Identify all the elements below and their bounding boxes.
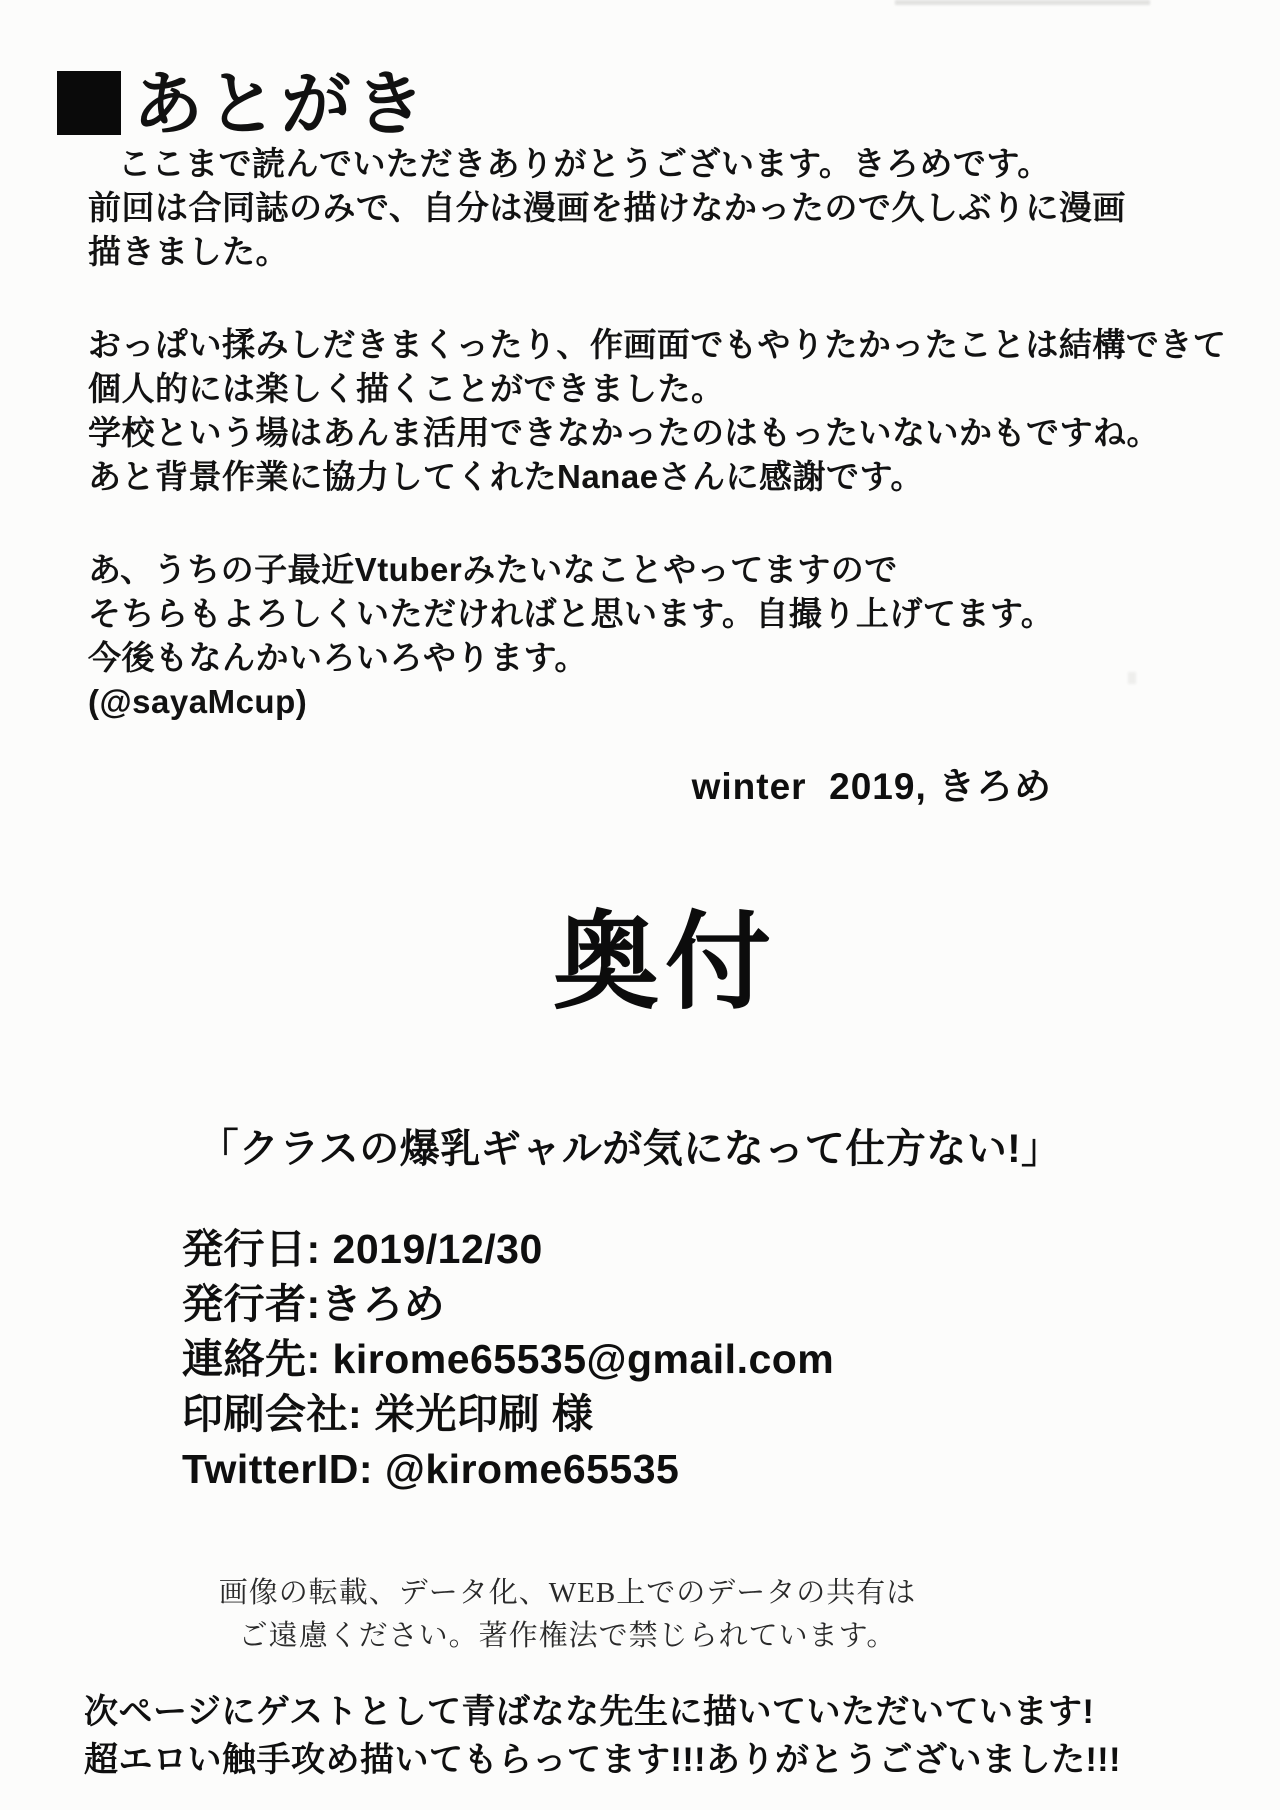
- afterword-body: [88, 142, 1248, 724]
- black-square-icon: [57, 71, 121, 135]
- text-line: 個人的には楽しく描くことができました。: [88, 370, 725, 407]
- guest-artist-note: [84, 1688, 1121, 1784]
- colophon-entry-contact-email: 連絡先: kirome65535@gmail.com: [182, 1336, 835, 1382]
- text-line: あ、うちの子最近Vtuberみたいなことやってますので: [88, 551, 898, 588]
- text-line: 次ページにゲストとして青ばなな先生に描いていただいています!: [84, 1693, 1095, 1731]
- text-line: そちらもよろしくいただければと思います。自撮り上げてます。: [88, 595, 1055, 632]
- text-line: あと背景作業に協力してくれたNanaeさんに感謝です。: [88, 458, 924, 495]
- text-line: おっぱい揉みしだきまくったり、作画面でもやりたかったことは結構できて: [88, 326, 1227, 363]
- afterword-paragraph: [88, 323, 1248, 499]
- text-line: 超エロい触手攻め描いてもらってます!!!ありがとうございました!!!: [84, 1741, 1121, 1779]
- afterword-paragraph: [88, 548, 1248, 724]
- colophon-entry-print-company: 印刷会社: 栄光印刷 様: [182, 1391, 594, 1437]
- signature-line: winter 2019, きろめ: [691, 766, 1052, 807]
- scan-artifact: [895, 0, 1150, 5]
- colophon-list: [182, 1222, 834, 1497]
- text-line: 今後もなんかいろいろやります。: [88, 639, 588, 676]
- page-title: あとがき: [133, 65, 429, 143]
- text-line: ご遠慮ください。著作権法で禁じられています。: [238, 1620, 897, 1652]
- text-line: ここまで読んでいただきありがとうございます。きろめです。: [118, 145, 1051, 182]
- text-line: 描きました。: [88, 233, 289, 270]
- text-line: 前回は合同誌のみで、自分は漫画を描けなかったので久しぶりに漫画: [88, 189, 1126, 226]
- text-line: 学校という場はあんま活用できなかったのはもったいないかもですね。: [88, 414, 1160, 451]
- book-title: 「クラスの爆乳ギャルが気になって仕方ない!」: [198, 1127, 1062, 1171]
- colophon-entry-publish-date: 発行日: 2019/12/30: [182, 1226, 543, 1272]
- colophon-heading: 奥付: [553, 904, 777, 1022]
- colophon-entry-publisher: 発行者:きろめ: [182, 1281, 446, 1327]
- colophon-entry-twitter-id: TwitterID: @kirome65535: [182, 1446, 680, 1492]
- copyright-notice: [0, 1572, 1135, 1658]
- twitter-handle-line: (@sayaMcup): [88, 683, 308, 720]
- section-header: [57, 48, 429, 149]
- afterword-paragraph: [88, 142, 1248, 274]
- text-line: 画像の転載、データ化、WEB上でのデータの共有は: [218, 1577, 917, 1609]
